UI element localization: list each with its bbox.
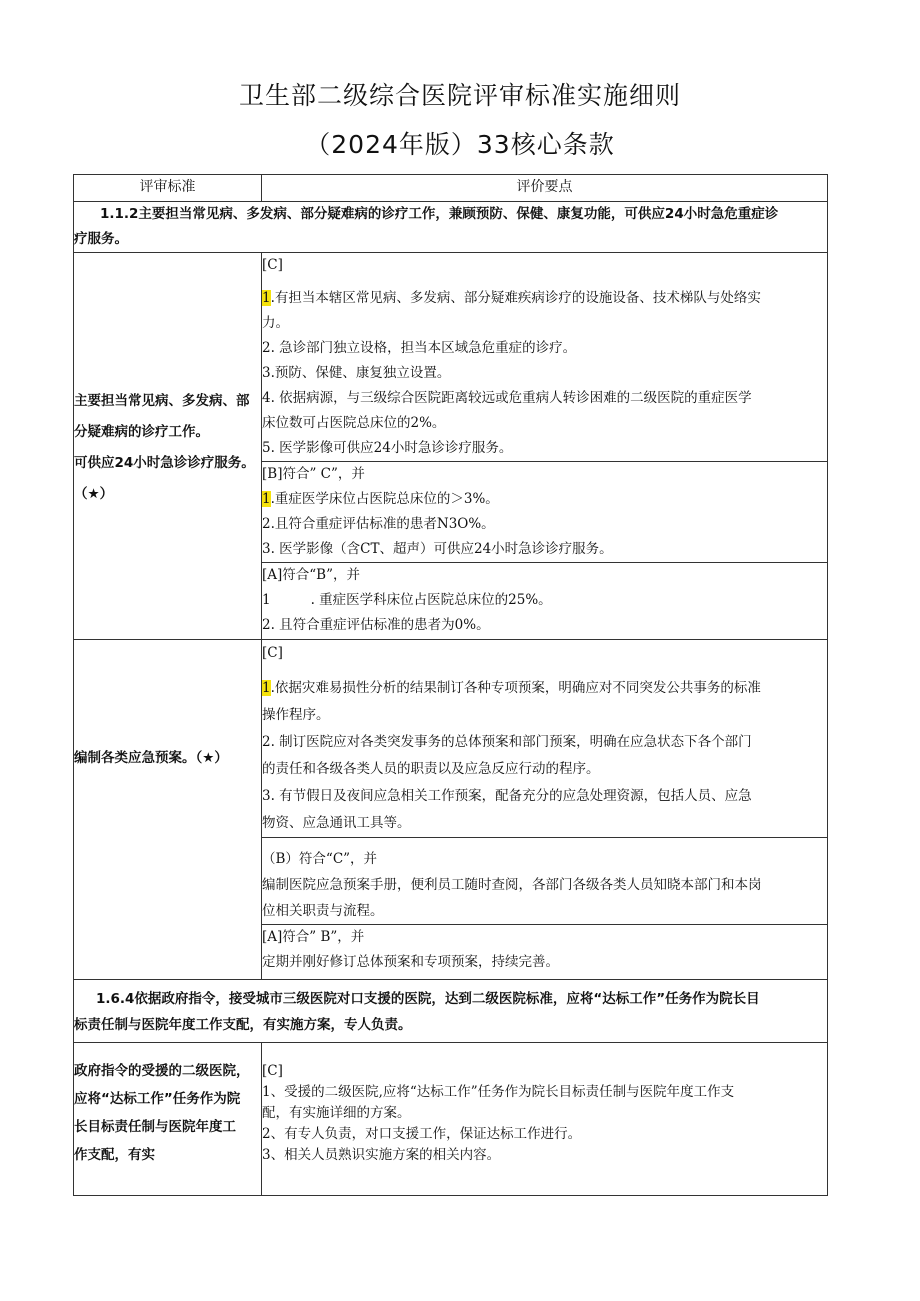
c-item-4-cont: 床位数可占医院总床位的2%。	[262, 415, 446, 431]
section-1-level-b	[262, 462, 828, 563]
item-number-highlight: 1	[262, 680, 271, 696]
c-item-3-cont: 物资、应急通讯工具等。	[262, 815, 411, 831]
level-a-label: [A]符合“B”，并	[262, 567, 361, 583]
section-heading-row	[74, 202, 828, 253]
a-item-1: . 重症医学科床位占医院总床位的25%。	[310, 592, 552, 608]
section-3-level-c	[262, 1043, 828, 1196]
section-1-standard-line2: 分疑难病的诊疗工作。	[74, 424, 209, 440]
section-3-heading-line2: 标责任制与医院年度工作支配，有实施方案，专人负责。	[74, 1017, 412, 1033]
c-item-1: .依据灾难易损性分析的结果制订各种专项预案，明确应对不同突发公共事务的标准	[270, 680, 761, 696]
section-1-row	[74, 253, 828, 462]
section-heading-row	[74, 980, 828, 1043]
section-2-standard-cell	[74, 640, 262, 980]
c-item-2-cont: 的责任和各级各类人员的职责以及应急反应行动的程序。	[262, 761, 600, 777]
section-3-standard-cell	[74, 1043, 262, 1196]
c-item-1-cont: 配，有实施详细的方案。	[262, 1105, 411, 1121]
c-item-2: 2. 制订医院应对各类突发事务的总体预案和部门预案，明确在应急状态下各个部门	[262, 734, 752, 750]
c-item-1-cont: 操作程序。	[262, 707, 330, 723]
section-1-standard-line1: 主要担当常见病、多发病、部	[74, 393, 250, 409]
section-2-level-b	[262, 838, 828, 925]
c-item-1-cont: 力。	[262, 315, 289, 331]
c-item-2: 2. 急诊部门独立设格，担当本区域急危重症的诊疗。	[262, 340, 577, 356]
a-item: 定期并刚好修订总体预案和专项预案，持续完善。	[262, 954, 559, 970]
section-3-standard-line2: 应将“达标工作”任务作为院	[74, 1091, 241, 1107]
section-3-standard-line3: 长目标责任制与医院年度工	[74, 1119, 236, 1135]
table-header-row	[74, 175, 828, 202]
section-1-heading-line1: 1.1.2主要担当常见病、多发病、部分疑难病的诊疗工作，兼顾预防、保健、康复功能，可供应24小时急危重症诊	[100, 206, 779, 222]
c-item-2: 2、有专人负责，对口支援工作，保证达标工作进行。	[262, 1126, 582, 1142]
section-2-level-a	[262, 925, 828, 980]
c-item-5: 5. 医学影像可供应24小时急诊诊疗服务。	[262, 440, 513, 456]
level-a-label: [A]符合” B”，并	[262, 929, 365, 945]
section-3-standard-line4: 作支配，有实	[74, 1147, 155, 1163]
level-c-label: [C]	[262, 257, 283, 273]
c-item-3: 3.预防、保健、康复独立设置。	[262, 365, 451, 381]
c-item-4: 4. 依据病源，与三级综合医院距离较远或危重病人转诊困难的二级医院的重症医学	[262, 390, 752, 406]
c-item-1: 1、受援的二级医院,应将“达标工作”任务作为院长目标责任制与医院年度工作支	[262, 1084, 735, 1100]
section-3-heading-line1: 1.6.4依据政府指令，接受城市三级医院对口支援的医院，达到二级医院标准，应将“达标工作”任务作为院长目	[96, 991, 760, 1007]
header-key-points: 评价要点	[262, 175, 828, 202]
b-item-cont: 位相关职责与流程。	[262, 903, 384, 919]
section-2-standard-text: 编制各类应急预案。（★）	[74, 750, 228, 766]
header-standard: 评审标准	[74, 175, 262, 202]
section-3-row	[74, 1043, 828, 1196]
c-item-3: 3、相关人员熟识实施方案的相关内容。	[262, 1147, 501, 1163]
item-number-highlight: 1	[262, 290, 271, 306]
c-item-3: 3. 有节假日及夜间应急相关工作预案，配备充分的应急处理资源，包括人员、应急	[262, 788, 752, 804]
document-subtitle: （2024年版）33核心条款	[305, 130, 615, 159]
item-number-highlight: 1	[262, 491, 271, 507]
section-1-heading	[74, 202, 828, 253]
b-item-2: 2.且符合重症评估标准的患者N3O%。	[262, 516, 495, 532]
b-item-3: 3. 医学影像（含CT、超声）可供应24小时急诊诊疗服务。	[262, 541, 613, 557]
section-1-level-c	[262, 253, 828, 462]
document-title: 卫生部二级综合医院评审标准实施细则	[238, 81, 681, 110]
a-item-2: 2. 且符合重症评估标准的患者为0%。	[262, 617, 490, 633]
section-1-heading-line2: 疗服务。	[74, 231, 128, 247]
standards-table	[73, 174, 828, 1196]
section-2-level-c	[262, 640, 828, 838]
section-1-standard-cell	[74, 253, 262, 640]
section-1-standard-line4: （★）	[74, 486, 114, 502]
b-item: 编制医院应急预案手册，便利员工随时查阅，各部门各级各类人员知晓本部门和本岗	[262, 877, 762, 893]
section-3-standard-line1: 政府指令的受援的二级医院，	[74, 1063, 250, 1079]
level-b-label: [B]符合” C”，并	[262, 466, 365, 482]
section-1-standard-line3: 可供应24小时急诊诊疗服务。	[74, 455, 255, 471]
a-item-1-number: 1	[262, 592, 271, 608]
level-c-label: [C]	[262, 645, 283, 661]
section-1-level-a	[262, 563, 828, 640]
level-b-label: （B）符合“C”，并	[262, 851, 378, 867]
section-2-row	[74, 640, 828, 838]
c-item-1: .有担当本辖区常见病、多发病、部分疑难疾病诊疗的设施设备、技术梯队与处络实	[270, 290, 761, 306]
b-item-1: .重症医学床位占医院总床位的＞3%。	[270, 491, 499, 507]
level-c-label: [C]	[262, 1063, 283, 1079]
section-3-heading	[74, 980, 828, 1043]
